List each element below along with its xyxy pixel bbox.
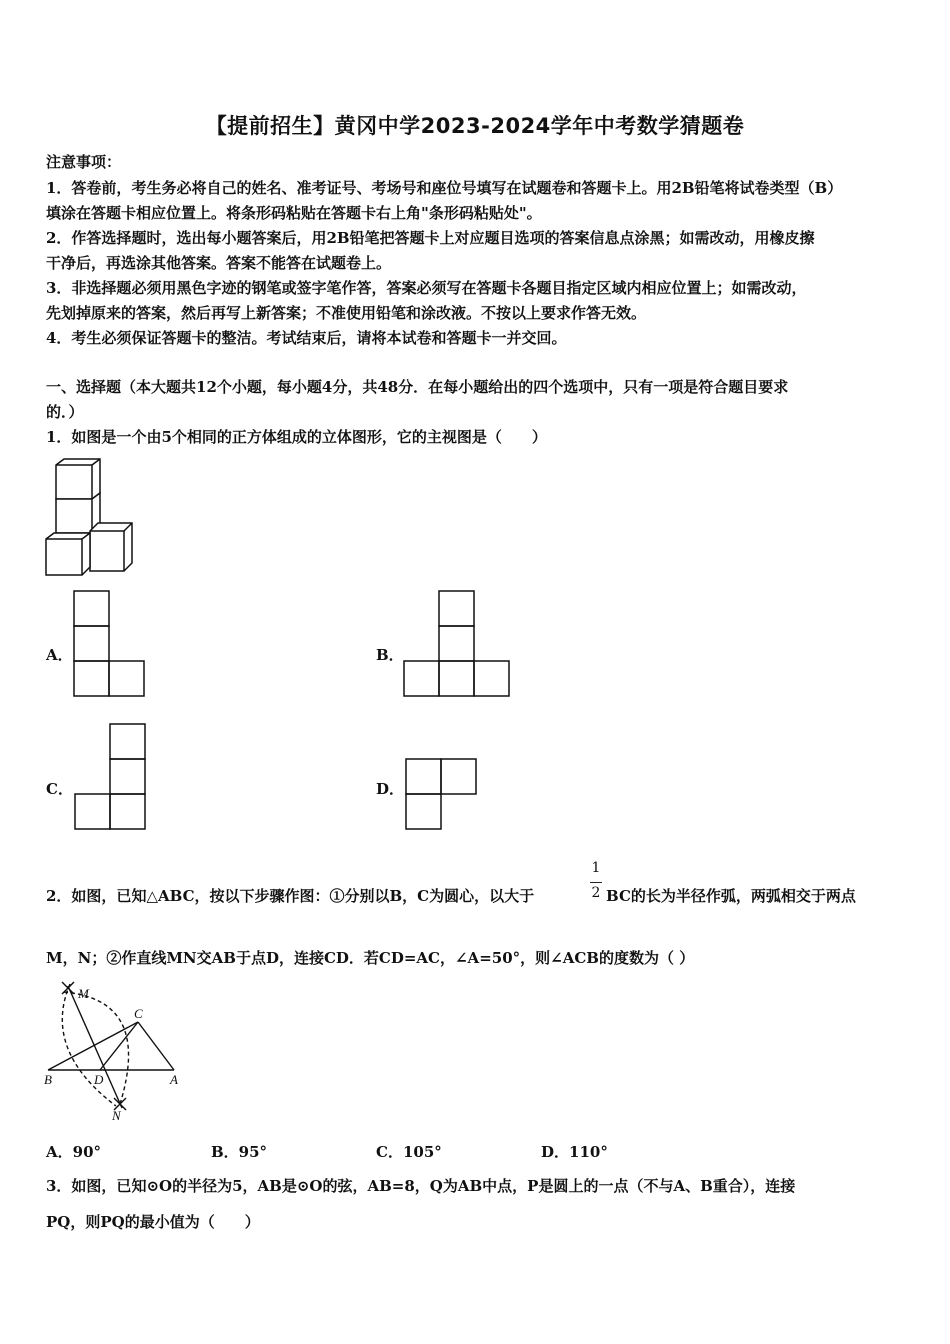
option-label-c[interactable]: C． xyxy=(46,780,73,798)
option-label-b[interactable]: B． xyxy=(376,646,404,664)
question-2-stem-line2: M，N；②作直线MN交AB于点D，连接CD．若CD=AC，∠A=50°，则∠ACB的度数为（ ） xyxy=(46,949,695,967)
notice-line: 先划掉原来的答案，然后再写上新答案；不准使用铅笔和涂改液。不按以上要求作答无效。 xyxy=(46,304,647,322)
question-1-stem: 1．如图是一个由5个相同的正方体组成的立体图形，它的主视图是（ ） xyxy=(46,428,547,446)
fraction-numerator: 1 xyxy=(591,860,601,876)
fraction-denominator: 2 xyxy=(591,885,601,901)
option-a-figure[interactable] xyxy=(73,590,149,698)
question-3-stem: 3．如图，已知⊙O的半径为5，AB是⊙O的弦，AB=8，Q为AB中点，P是圆上的一点（不与A、B重合），连接 xyxy=(46,1177,796,1195)
option-label-a[interactable]: A． xyxy=(46,646,73,664)
point-label-b: B xyxy=(44,1072,52,1087)
q2-option-d[interactable]: D．110° xyxy=(541,1143,608,1161)
notice-line: 4．考生必须保证答题卡的整洁。考试结束后，请将本试卷和答题卡一并交回。 xyxy=(46,329,567,347)
fraction-bar xyxy=(590,882,602,883)
cube-stack-figure xyxy=(44,457,136,579)
triangle-construction-figure xyxy=(42,980,187,1122)
option-c-figure[interactable] xyxy=(74,723,150,833)
option-label-d[interactable]: D． xyxy=(376,780,405,798)
notice-line: 1．答卷前，考生务必将自己的姓名、准考证号、考场号和座位号填写在试题卷和答题卡上。用2B铅笔将试卷类型（B） xyxy=(46,179,843,197)
point-label-c: C xyxy=(134,1006,143,1021)
notice-line: 填涂在答题卡相应位置上。将条形码粘贴在答题卡右上角"条形码粘贴处"。 xyxy=(46,204,542,222)
option-b-figure[interactable] xyxy=(403,590,513,698)
notice-line: 干净后，再选涂其他答案。答案不能答在试题卷上。 xyxy=(46,254,392,272)
question-2-stem: 2．如图，已知△ABC，按以下步骤作图：①分别以B，C为圆心，以大于 xyxy=(46,887,535,905)
notice-line: 2．作答选择题时，选出每小题答案后，用2B铅笔把答题卡上对应题目选项的答案信息点涂黑；如需改动，用橡皮擦 xyxy=(46,229,815,247)
q2-option-a[interactable]: A．90° xyxy=(46,1143,102,1161)
section-heading: 一、选择题（本大题共12个小题，每小题4分，共48分．在每小题给出的四个选项中，只有一项是符合题目要求 xyxy=(46,378,789,396)
point-label-n: N xyxy=(112,1108,121,1122)
section-heading-cont: 的．） xyxy=(46,403,84,421)
q2-option-b[interactable]: B．95° xyxy=(211,1143,268,1161)
page-title: 【提前招生】黄冈中学2023-2024学年中考数学猜题卷 xyxy=(205,114,745,138)
question-3-stem-line2: PQ，则PQ的最小值为（ ） xyxy=(46,1213,260,1231)
notice-line: 3．非选择题必须用黑色字迹的钢笔或签字笔作答，答案必须写在答题卡各题目指定区域内相应位置上；如需改动， xyxy=(46,279,807,297)
q2-option-c[interactable]: C．105° xyxy=(376,1143,442,1161)
point-label-m: M xyxy=(78,986,89,1001)
point-label-a: A xyxy=(170,1072,178,1087)
point-label-d: D xyxy=(94,1072,104,1087)
notice-heading: 注意事项： xyxy=(46,153,122,171)
option-d-figure[interactable] xyxy=(405,758,479,834)
question-2-stem-cont: BC的长为半径作弧，两弧相交于两点 xyxy=(606,887,856,905)
